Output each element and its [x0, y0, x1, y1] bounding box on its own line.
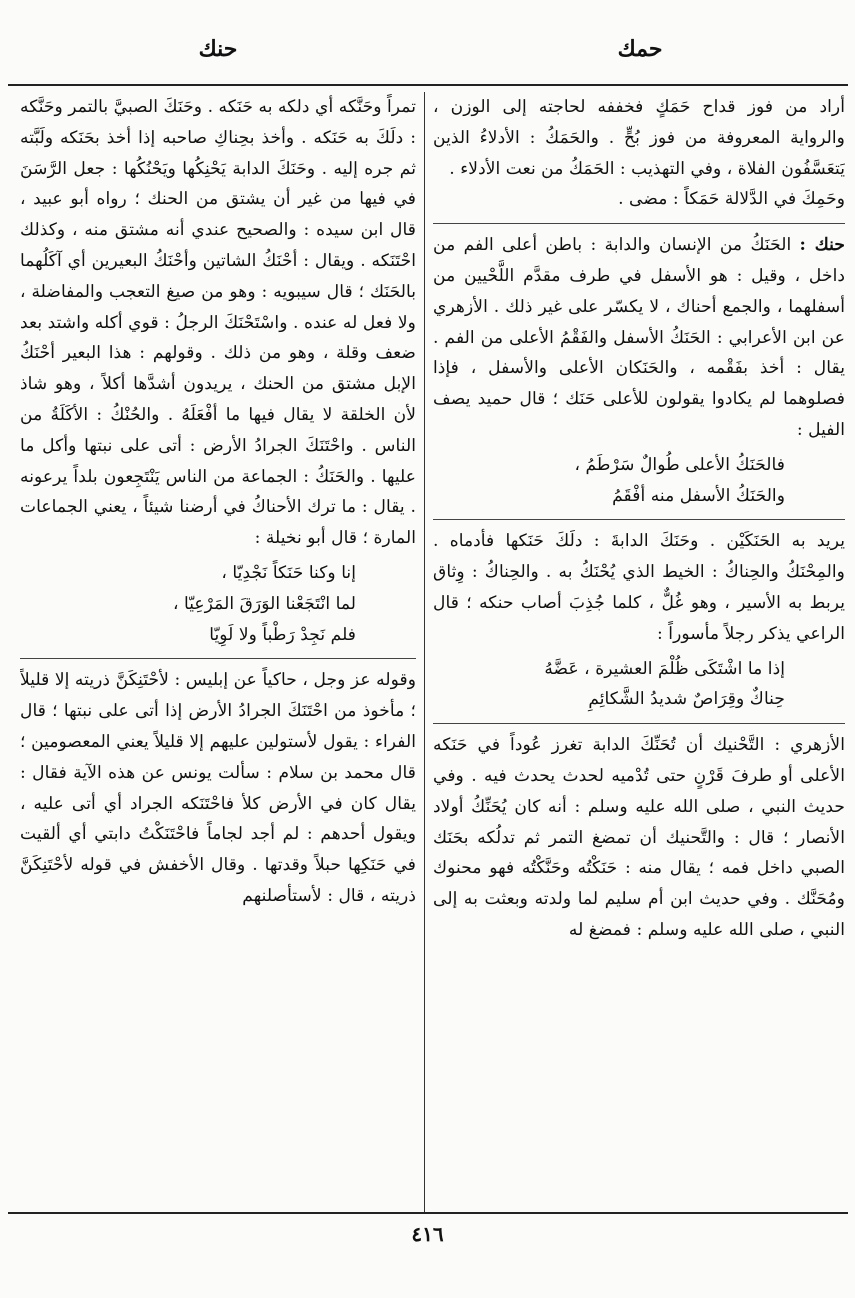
verse-line: فلم نَجِدْ رَطْباً ولا لَوِيّا	[209, 624, 356, 645]
footer-rule	[8, 1212, 848, 1214]
verse-separator	[433, 519, 845, 520]
paragraph: وقوله عز وجل ، حاكياً عن إبليس : لأحْتَنِكَنَّ ذريته إلا قليلاً ؛ مأخوذ من احْتَنَكَ الجرادُ الأرض إذا أتى على نبتها ؛ قال الفراء : يقول لأستولين عليهم إلا قليلاً يعني المعصومين ؛ قال محمد بن سلام : سألت يونس عن هذه الآية فقال : يقال كان في الأرض كلأ فاحْتَنَكه الجراد أي أتى عليه ، ويقول أحدهم : لم أجد لجاماً فاحْتَنَكْتُ دابتي أي ألقيت في حَنَكِها حبلاً وقدتها . وقال الأخفش في قوله لأحْتَنِكَنَّ ذريته ، قال : لأستأصلنهم	[20, 670, 416, 906]
left-column	[20, 92, 416, 1212]
verse-line: إنا وكنا حَنَكاً نَجْدِيّا ،	[221, 562, 356, 583]
header-word-right: حمك	[617, 36, 663, 62]
verse-line: لما انْتَجَعْنا الوَرَقَ المَرْعِيّا ،	[172, 593, 356, 614]
paragraph: أراد من فوز قداح حَمَكٍ فخففه لحاجته إلى الوزن ، والرواية المعروفة من فوز بُحٍّ . والحَمَكُ : الأدلاءُ الذين يَتعَسَّفُون الفلاة ، وفي التهذيب : الحَمَكُ من نعت الأدلاء .	[433, 97, 845, 179]
verse-separator	[433, 723, 845, 724]
right-column	[433, 92, 845, 1212]
entry-separator	[433, 223, 845, 224]
paragraph: يريد به الحَنَكَيْن . وحَنَكَ الدابةَ : دلَكَ حَنَكها فأدماه . والمِحْنَكُ والحِناكُ : الخيط الذي يُحْنَكُ به . والحِناكُ : وِثاق يربط به الأسير ، وهو غُلٌّ ، كلما جُذِبَ أصاب حنكه ؛ قال الراعي يذكر رجلاً مأسوراً :	[433, 531, 845, 644]
verse	[20, 558, 416, 650]
verse-separator	[20, 658, 416, 659]
page-number: ٤١٦	[411, 1222, 444, 1246]
verse-line: إذا ما اشْتَكَى ظُلْمَ العشيرة ، عَضَّهُ	[544, 658, 785, 679]
entry-text: الحَنَكُ من الإنسان والدابة : باطن أعلى الفم من داخل ، وقيل : هو الأسفل في طرف مقدَّم اللَّحْيين من أسفلهما ، والجمع أحناك ، لا يكسّر على غير ذلك . الأزهري عن ابن الأعرابي : الحَنَكُ الأسفل والفَقْمُ الأعلى من الفم . يقال : أخذ بفَقْمه ، والحَنَكان الأعلى والأسفل ، فإذا فصلوهما لم يكادوا يقولون للأعلى حَنَك ؛ قال حميد يصف الفيل :	[433, 235, 845, 440]
paragraph: وحَمِكَ في الدَّلالة حَمَكاً : مضى .	[618, 189, 845, 210]
verse-line: حِناكٌ وقِرَاصٌ شديدُ الشَّكائِمِ	[588, 689, 785, 710]
header-word-left: حنك	[198, 36, 238, 62]
paragraph: تمراً وحَنَّكه أي دلكه به حَنَكه . وحَنَكَ الصبيَّ بالتمر وحَنَّكه : دلَكَ به حَنَكه . وأخذ بحِناكِ صاحبه إذا أخذ بحَنَكه ولَبَّته ثم جره إليه . وحَنَكَ الدابة يَحْنِكُها ويَحْنُكُها : جعل الرَّسَنَ في فيها من غير أن يشتق من الحنك ؛ رواه أبو عبيد ، قال ابن سيده : والصحيح عندي أنه مشتق منه ، وكذلك احْتَنَكه . ويقال : أحْنَكُ الشاتين وأحْنَكُ البعيرين أي آكَلُهما بالحَنَك ؛ قال سيبويه : وهو من صيغ التعجب والمفاضلة ، ولا فعل له عنده . واسْتَحْنَكَ الرجلُ : قوي أكله واشتد بعد ضعف وقلة ، وهو من ذلك . وقولهم : هذا البعير أحْنَكُ الإبل مشتق من الحنك ، يريدون أشدَّها أكلاً ، وهو شاذ لأن الخلقة لا يقال فيها ما أفْعَلَهُ . والحُنْكُ : الأكَلَةُ من الناس . واحْتَنَكَ الجرادُ الأرض : أتى على نبتها وأكل ما عليها . والحَنَكُ : الجماعة من الناس يَنْتَجِعون بلداً يرعونه . يقال : ما ترك الأحناكُ في أرضنا شيئاً ، يعني الجماعات المارة ؛ قال أبو نخيلة :	[20, 97, 416, 549]
verse-line: والحَنَكُ الأسفل منه أفْقَمُ	[612, 485, 785, 506]
verse	[433, 654, 845, 716]
column-divider	[424, 92, 425, 1212]
entry-paragraph	[433, 230, 845, 446]
entry-headword: حنك :	[799, 235, 845, 256]
verse	[433, 450, 845, 512]
paragraph: الأزهري : التَّحْنيك أن تُحَنِّكَ الدابة تغرز عُوداً في حَنَكه الأعلى أو طرفَ قَرْنٍ حتى تُدْميه لحدث يحدث فيه . وفي حديث النبي ، صلى الله عليه وسلم : أنه كان يُحَنِّكُ أولاد الأنصار ؛ قال : والتَّحنيك أن تمضغ التمر ثم تدلُكه بحَنَك الصبي داخل فمه ؛ يقال منه : حَنَكْتُه وحَنَّكْتُه فهو محنوك ومُحَنَّك . وفي حديث ابن أم سليم لما ولدته وبعثت به إلى النبي ، صلى الله عليه وسلم : فمضغ له	[433, 735, 845, 940]
verse-line: فالحَنَكُ الأعلى طُوالٌ سَرْطَمُ ،	[574, 454, 785, 475]
header-rule	[8, 84, 848, 86]
